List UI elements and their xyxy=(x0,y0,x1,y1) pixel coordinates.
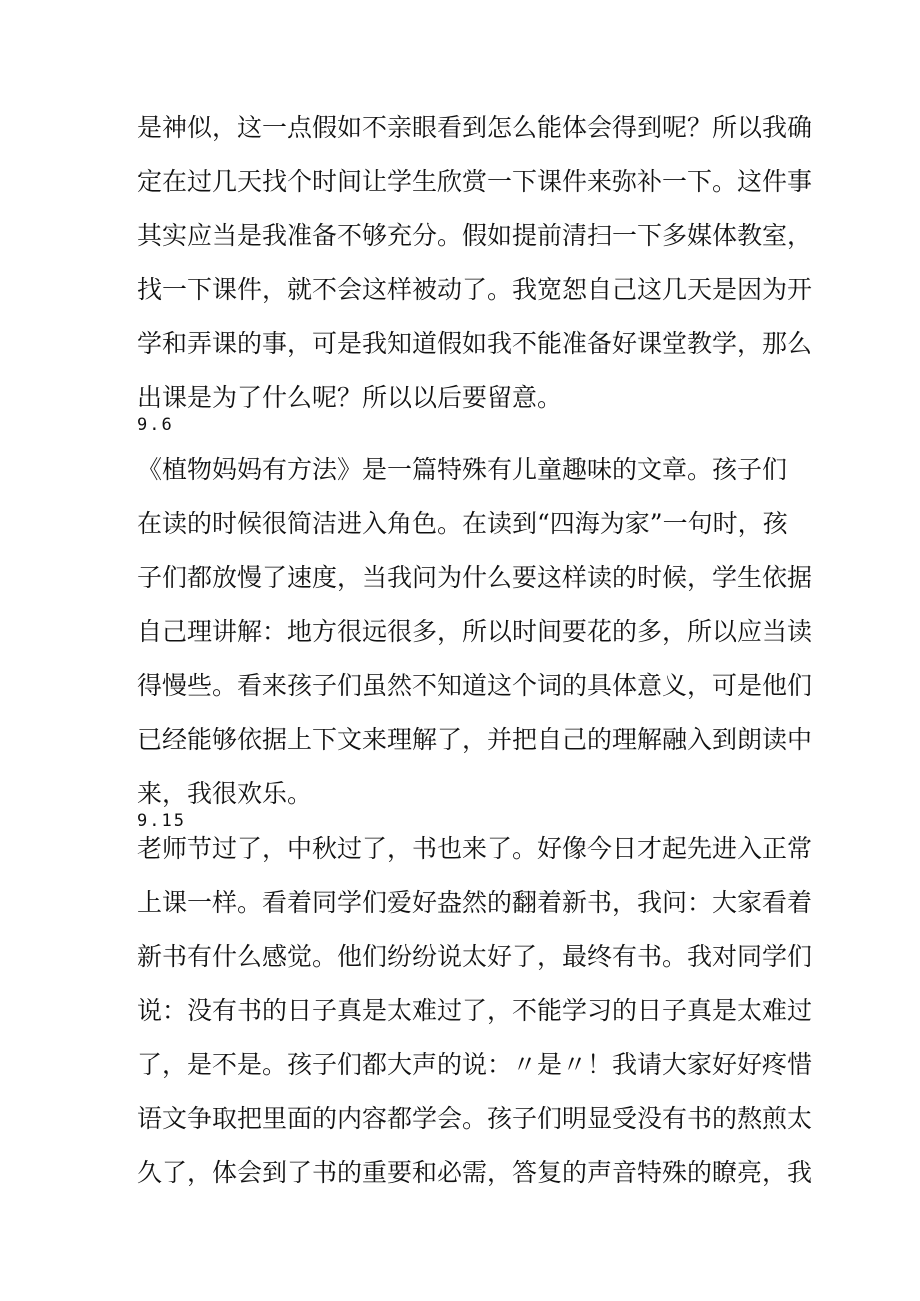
text-line: 是神似，这一点假如不亲眼看到怎么能体会得到呢？所以我确 xyxy=(137,113,813,142)
paragraph-9-6 xyxy=(137,443,813,821)
text-line: 说：没有书的日子真是太难过了，不能学习的日子真是太难过 xyxy=(137,996,813,1025)
text-line: 来，我很欢乐。 xyxy=(137,779,313,808)
text-line: 新书有什么感觉。他们纷纷说太好了，最终有书。我对同学们 xyxy=(137,942,813,971)
text-line: 《植物妈妈有方法》是一篇特殊有儿童趣味的文章。孩子们 xyxy=(137,455,788,484)
text-line: 老师节过了，中秋过了，书也来了。好像今日才起先进入正常 xyxy=(137,834,813,863)
text-line: 自己理讲解：地方很远很多，所以时间要花的多，所以应当读 xyxy=(137,617,813,646)
text-line: 了，是不是。孩子们都大声的说：〃是〃！我请大家好好疼惜 xyxy=(137,1050,813,1079)
text-line: 其实应当是我准备不够充分。假如提前清扫一下多媒体教室， xyxy=(137,221,813,250)
text-line: 已经能够依据上下文来理解了，并把自己的理解融入到朗读中 xyxy=(137,725,813,754)
date-heading-9-15: 9.15 xyxy=(137,811,186,831)
text-line: 语文争取把里面的内容都学会。孩子们明显受没有书的熬煎太 xyxy=(137,1104,813,1133)
text-line: 久了，体会到了书的重要和必需，答复的声音特殊的瞭亮，我 xyxy=(137,1158,813,1187)
text-line: 子们都放慢了速度，当我问为什么要这样读的时候，学生依据 xyxy=(137,563,813,592)
text-line: 定在过几天找个时间让学生欣赏一下课件来弥补一下。这件事 xyxy=(137,167,813,196)
paragraph-9-15 xyxy=(137,822,813,1200)
text-line: 上课一样。看着同学们爱好盎然的翻着新书，我问：大家看着 xyxy=(137,888,813,917)
text-line: 找一下课件，就不会这样被动了。我宽恕自己这几天是因为开 xyxy=(137,275,813,304)
paragraph-continuation xyxy=(137,101,813,425)
text-line: 出课是为了什么呢？所以以后要留意。 xyxy=(137,383,563,412)
text-line: 学和弄课的事，可是我知道假如我不能准备好课堂教学，那么 xyxy=(137,329,813,358)
date-heading-9-6: 9.6 xyxy=(137,415,174,435)
text-line: 在读的时候很简洁进入角色。在读到“四海为家”一句时，孩 xyxy=(137,509,788,538)
text-line: 得慢些。看来孩子们虽然不知道这个词的具体意义，可是他们 xyxy=(137,671,813,700)
